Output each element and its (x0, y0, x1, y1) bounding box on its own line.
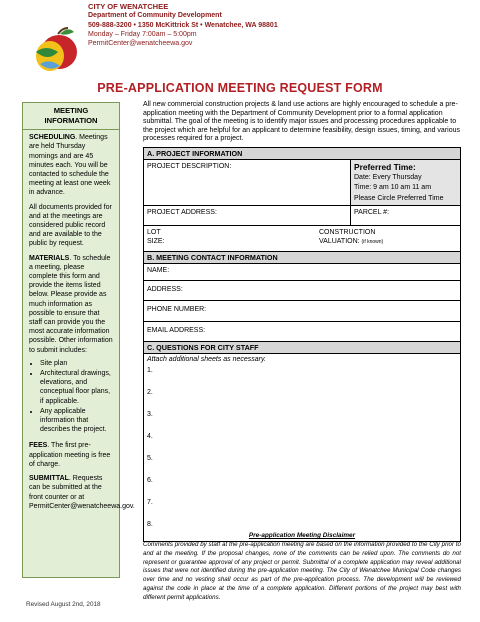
submittal-label: SUBMITTAL (29, 475, 69, 483)
fees-label: FEES (29, 442, 48, 450)
public-record-section (23, 198, 119, 249)
address-label: ADDRESS: (147, 286, 183, 293)
lot-valuation-row (144, 226, 460, 252)
contact-address-row[interactable] (144, 281, 460, 301)
question-line: 2. (147, 389, 153, 396)
intro-paragraph: All new commercial construction projects & land use actions are highly encouraged to schedule a pre-application meeting with the Department of Community Development prior to a formal application submittal. The goal of the meeting is to identify major issues and processing procedures applicable to the project which are helpful for an applicant to determine feasibility, design issues, timing, and various processes required for a project. (143, 101, 460, 143)
question-line: 6. (147, 477, 153, 484)
project-address-label: PROJECT ADDRESS: (147, 209, 217, 216)
meeting-info-sidebar (22, 102, 135, 578)
org-name: CITY OF WENATCHEE (88, 2, 169, 11)
office-hours: Monday – Friday 7:00am – 5:00pm (88, 30, 197, 38)
questions-area[interactable] (144, 354, 460, 541)
question-line: 8. (147, 521, 153, 528)
city-logo-icon (26, 22, 82, 78)
if-known-note: (if known) (361, 239, 384, 245)
project-description-label: PROJECT DESCRIPTION: (147, 163, 232, 170)
request-form (143, 147, 461, 542)
materials-section (23, 249, 119, 355)
list-item: • Any applicable information that describes the project. (40, 407, 113, 435)
preferred-time-title: Preferred Time: (354, 162, 416, 172)
sidebar-heading-line1: MEETING (53, 106, 89, 115)
disclaimer-title: Pre-application Meeting Disclaimer (248, 532, 356, 539)
disclaimer-text: Comments provided by staff at the pre-application meeting are based on the information provided to the City prior to and at the meeting. If the proposal changes, none of the comments can be relied upon. The comments do not represent or guarantee approval of any project or permit. Submittal of a complete application may reveal additional issues that were not identified during the pre-application meeting. The City of Wenatchee Municipal Code changes over time and no vesting shall occur as part of the pre-application process. The development will be reviewed against the code in place at the time of a complete application. Different portions of the project may best with different permit applications. (143, 541, 461, 601)
section-a-header: A. PROJECT INFORMATION (144, 148, 460, 160)
sidebar-heading (23, 103, 119, 130)
contact-email-row[interactable] (144, 322, 460, 342)
question-line: 7. (147, 499, 153, 506)
section-c-header: C. QUESTIONS FOR CITY STAFF (144, 342, 460, 354)
email-label: EMAIL ADDRESS: (147, 327, 206, 334)
project-address-field[interactable] (144, 206, 350, 225)
materials-text: . To schedule a meeting, please complete this form and provide the items listed below. Please provide as much information as possible to ensure that staff can provide you the most accurate information possible. Other information to submit includes: (29, 254, 113, 354)
org-email: PermitCenter@wenatcheewa.gov (88, 40, 193, 48)
lot-size-field[interactable] (144, 226, 316, 251)
project-description-row (144, 160, 460, 206)
question-line: 1. (147, 367, 153, 374)
phone-label: PHONE NUMBER: (147, 306, 207, 313)
construction-label: CONSTRUCTION (319, 229, 376, 236)
preferred-time-box (350, 160, 460, 205)
valuation-field[interactable] (316, 226, 460, 251)
project-address-row (144, 206, 460, 226)
parcel-field[interactable] (350, 206, 460, 225)
preferred-time-note: Please Circle Preferred Time (354, 194, 444, 202)
scheduling-label: SCHEDULING (29, 134, 76, 142)
preferred-time-options[interactable]: Time: 9 am 10 am 11 am (354, 184, 432, 192)
contact-name-row[interactable] (144, 264, 460, 281)
dept-name: Department of Community Development (88, 12, 222, 20)
list-item: • Architectural drawings, elevations, and conceptual floor plans, if applicable. (40, 369, 113, 406)
org-address: 509-888-3200 • 1350 McKittrick St • Wenatchee, WA 98801 (88, 21, 278, 29)
size-label: SIZE: (147, 238, 165, 245)
list-item: • Site plan (40, 359, 113, 368)
valuation-label: VALUATION: (319, 238, 360, 245)
materials-label: MATERIALS (29, 254, 70, 262)
public-record-text: All documents provided for and at the meetings are considered public record and are available to the public by request. (29, 203, 112, 248)
submittal-text: . Requests can be submitted at the front counter or at PermitCenter@wenatcheewa.gov. (29, 475, 135, 510)
question-line: 3. (147, 411, 153, 418)
scheduling-section (23, 130, 119, 197)
lot-label: LOT (147, 229, 161, 236)
question-line: 4. (147, 433, 153, 440)
preferred-date: Date: Every Thursday (354, 174, 422, 181)
contact-phone-row[interactable] (144, 301, 460, 322)
attach-note: Attach additional sheets as necessary. (147, 356, 266, 363)
org-header (88, 2, 278, 48)
question-line: 5. (147, 455, 153, 462)
fees-section (23, 435, 119, 469)
name-label: NAME: (147, 267, 170, 274)
submittal-section (23, 469, 135, 511)
sidebar-heading-line2: INFORMATION (44, 115, 98, 125)
materials-list (23, 355, 119, 435)
project-description-field[interactable] (144, 160, 350, 205)
form-title: PRE-APPLICATION MEETING REQUEST FORM (97, 81, 383, 95)
fees-text: . The first pre-application meeting is free of charge. (29, 442, 111, 468)
section-b-header: B. MEETING CONTACT INFORMATION (144, 252, 460, 264)
scheduling-text: . Meetings are held Thursday mornings and are 45 minutes each. You will be contacted to schedule the meeting at least one week in advance. (29, 134, 111, 197)
revision-date: Revised August 2nd, 2018 (26, 601, 101, 608)
parcel-label: PARCEL #: (354, 209, 390, 216)
